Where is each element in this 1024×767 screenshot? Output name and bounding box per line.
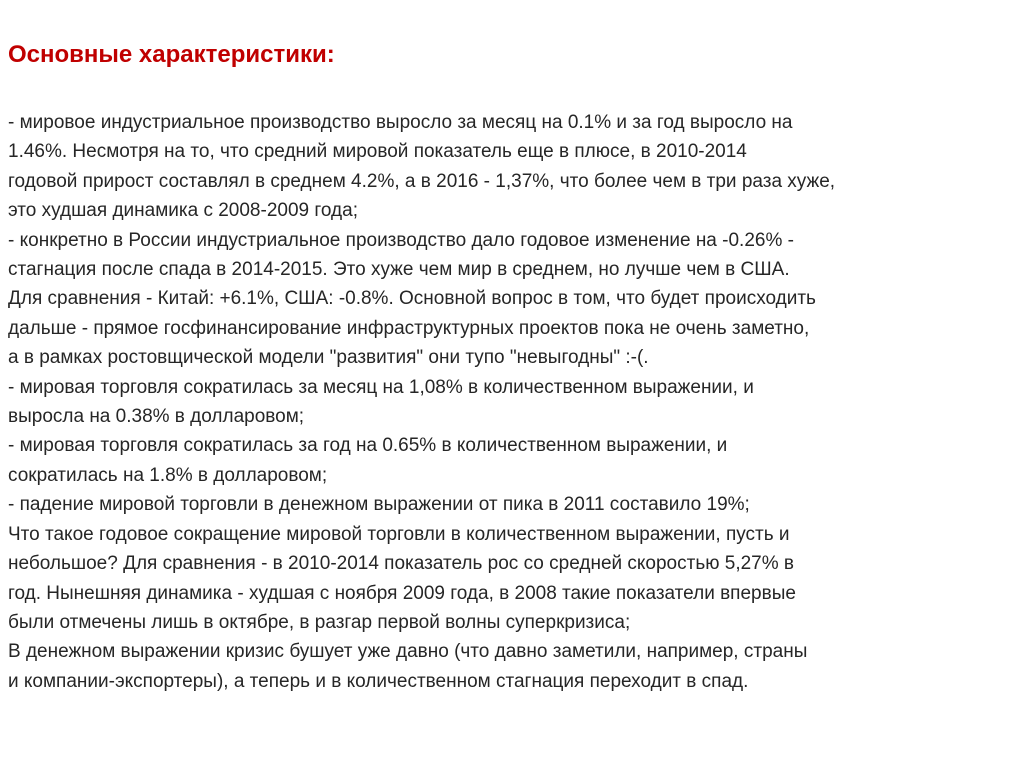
body-line: 1.46%. Несмотря на то, что средний мировой показатель еще в плюсе, в 2010-2014 [8, 141, 747, 163]
slide-body-text [8, 108, 1020, 696]
body-line: стагнация после спада в 2014-2015. Это хуже чем мир в среднем, но лучше чем в США. [8, 259, 790, 281]
body-line: и компании-экспортеры), а теперь и в количественном стагнация переходит в спад. [8, 670, 749, 692]
body-line: В денежном выражении кризис бушует уже давно (что давно заметили, например, страны [8, 641, 808, 663]
slide-title: Основные характеристики: [8, 41, 335, 68]
body-line: Для сравнения - Китай: +6.1%, США: -0.8%. Основной вопрос в том, что будет происходить [8, 288, 816, 310]
body-line: - падение мировой торговли в денежном выражении от пика в 2011 составило 19%; [8, 494, 750, 516]
body-line: выросла на 0.38% в долларовом; [8, 406, 305, 428]
body-line: небольшое? Для сравнения - в 2010-2014 показатель рос со средней скоростью 5,27% в [8, 553, 795, 575]
body-line: - конкретно в России индустриальное производство дало годовое изменение на -0.26% - [8, 229, 794, 251]
body-line: - мировая торговля сократилась за месяц на 1,08% в количественном выражении, и [8, 376, 754, 398]
body-line: Что такое годовое сокращение мировой торговли в количественном выражении, пусть и [8, 523, 790, 545]
body-line: дальше - прямое госфинансирование инфраструктурных проектов пока не очень заметно, [8, 317, 810, 339]
body-line: были отмечены лишь в октябре, в разгар первой волны суперкризиса; [8, 611, 631, 633]
body-line: - мировая торговля сократилась за год на 0.65% в количественном выражении, и [8, 435, 728, 457]
body-line: год. Нынешняя динамика - худшая с ноября 2009 года, в 2008 такие показатели впервые [8, 582, 796, 604]
body-line: а в рамках ростовщической модели "развития" они тупо "невыгодны" :-(. [8, 347, 649, 369]
body-line: - мировое индустриальное производство выросло за месяц на 0.1% и за год выросло на [8, 112, 793, 133]
body-line: годовой прирост составлял в среднем 4.2%, а в 2016 - 1,37%, что более чем в три раза хуже, [8, 170, 836, 192]
body-line: это худшая динамика с 2008-2009 года; [8, 200, 358, 222]
body-line: сократилась на 1.8% в долларовом; [8, 464, 328, 486]
